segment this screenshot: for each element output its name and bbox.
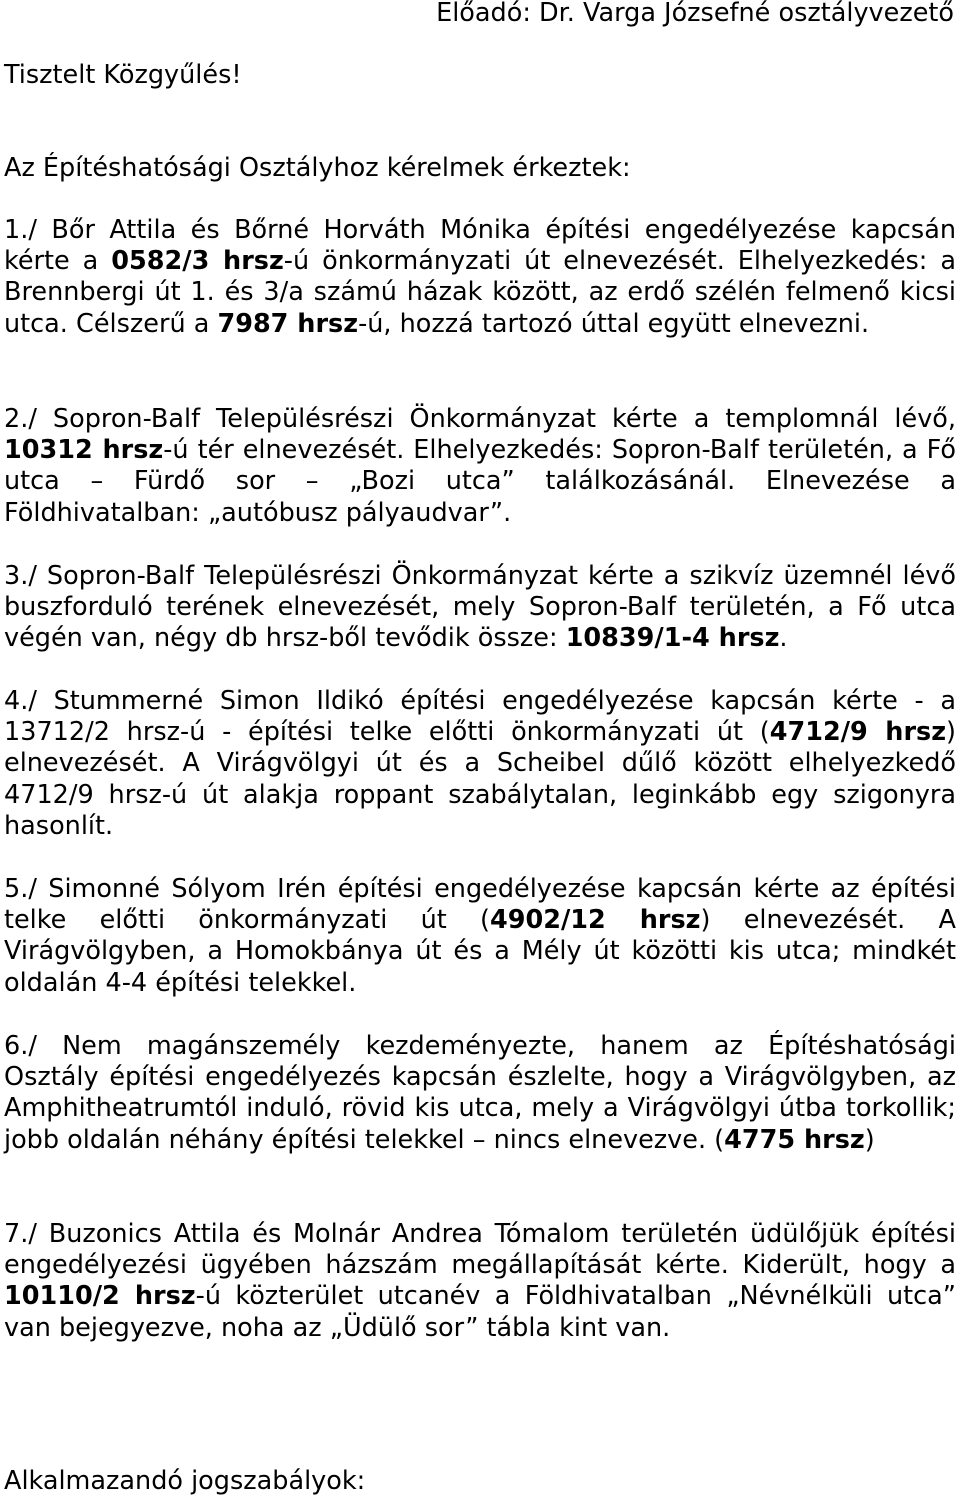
item-text: )	[864, 1124, 875, 1155]
item-text: -ú tér elnevezését. Elhelyezkedés: Sopron-Balf területén, a Fő utca – Fürdő sor – „Bozi utca” találkozásánál. Elnevezése a Földhivatalban: „autóbusz pályaudvar”.	[4, 435, 957, 528]
item-text: 1./ Bőr Attila és Bőrné Horváth Mónika építési engedélyezése kapcsán kérte a	[4, 215, 956, 277]
item-text: -ú közterület utcanév a Földhivatalban „Névnélküli utca” van bejegyezve, noha az „Üdülő sor” tábla kint van.	[4, 1281, 956, 1343]
parcel-number: 0582/3 hrsz	[111, 246, 284, 277]
parcel-number: 4712/9 hrsz	[769, 717, 947, 748]
parcel-number: 10312 hrsz	[4, 435, 164, 466]
item-text: ) elnevezését. A Virágvölgyi út és a Scheibel dűlő között elhelyezkedő 4712/9 hrsz-ú út alakja roppant szabálytalan, leginkább egy szigonyra hasonlít.	[4, 717, 956, 841]
item-text: 2./ Sopron-Balf Településrészi Önkormányzat kérte a templomnál lévő,	[4, 404, 956, 434]
item-text: 7./ Buzonics Attila és Molnár Andrea Tómalom területén üdülőjük építési engedélyezési ügyében házszám megállapítását kérte. Kiderült, hogy a	[4, 1219, 956, 1281]
request-item-4	[4, 686, 956, 842]
parcel-number: 4902/12 hrsz	[489, 905, 701, 936]
parcel-number: 4775 hrsz	[724, 1124, 865, 1155]
request-item-3	[4, 561, 956, 655]
applicable-laws-heading: Alkalmazandó jogszabályok:	[4, 1466, 366, 1496]
intro-line: Az Építéshatósági Osztályhoz kérelmek érkeztek:	[4, 153, 631, 183]
item-text: 3./ Sopron-Balf Településrészi Önkormányzat kérte a szikvíz üzemnél lévő buszforduló terének elnevezését, mely Sopron-Balf területén, a Fő utca végén van, négy db hrsz-ből tevődik össze:	[4, 561, 956, 654]
item-text: -ú, hozzá tartozó úttal együtt elnevezni.	[358, 308, 870, 339]
item-text: 5./ Simonné Sólyom Irén építési engedélyezése kapcsán kérte az építési telke előtti önkormányzati út (	[4, 874, 956, 936]
item-text: -ú önkormányzati út elnevezését. Elhelyezkedés: a Brennbergi út 1. és 3/a számú házak között, az erdő szélén felmenő kicsi utca. Célszerű a	[4, 246, 956, 339]
request-item-1	[4, 215, 956, 340]
request-item-5	[4, 874, 956, 999]
item-text: .	[779, 623, 788, 654]
item-text: 4./ Stummerné Simon Ildikó építési engedélyezése kapcsán kérte - a 13712/2 hrsz-ú - építési telke előtti önkormányzati út (	[4, 686, 956, 748]
request-item-7	[4, 1219, 956, 1344]
salutation: Tisztelt Közgyűlés!	[4, 60, 242, 90]
request-item-6	[4, 1031, 956, 1156]
presenter-line: Előadó: Dr. Varga Józsefné osztályvezető	[436, 0, 954, 28]
parcel-number: 10839/1-4 hrsz	[565, 623, 780, 654]
item-text: 6./ Nem magánszemély kezdeményezte, hanem az Építéshatósági Osztály építési engedélyezés kapcsán észlelte, hogy a Virágvölgyben, az Amphitheatrumtól induló, rövid kis utca, mely a Virágvölgyi útba torkollik; jobb oldalán néhány építési telekkel – nincs elnevezve. (	[4, 1031, 956, 1155]
request-item-2	[4, 404, 956, 529]
parcel-number: 7987 hrsz	[217, 308, 359, 339]
parcel-number: 10110/2 hrsz	[4, 1281, 196, 1312]
item-text: ) elnevezését. A Virágvölgyben, a Homokbánya út és a Mély út közötti kis utca; mindkét oldalán 4-4 építési telekkel.	[4, 905, 956, 998]
